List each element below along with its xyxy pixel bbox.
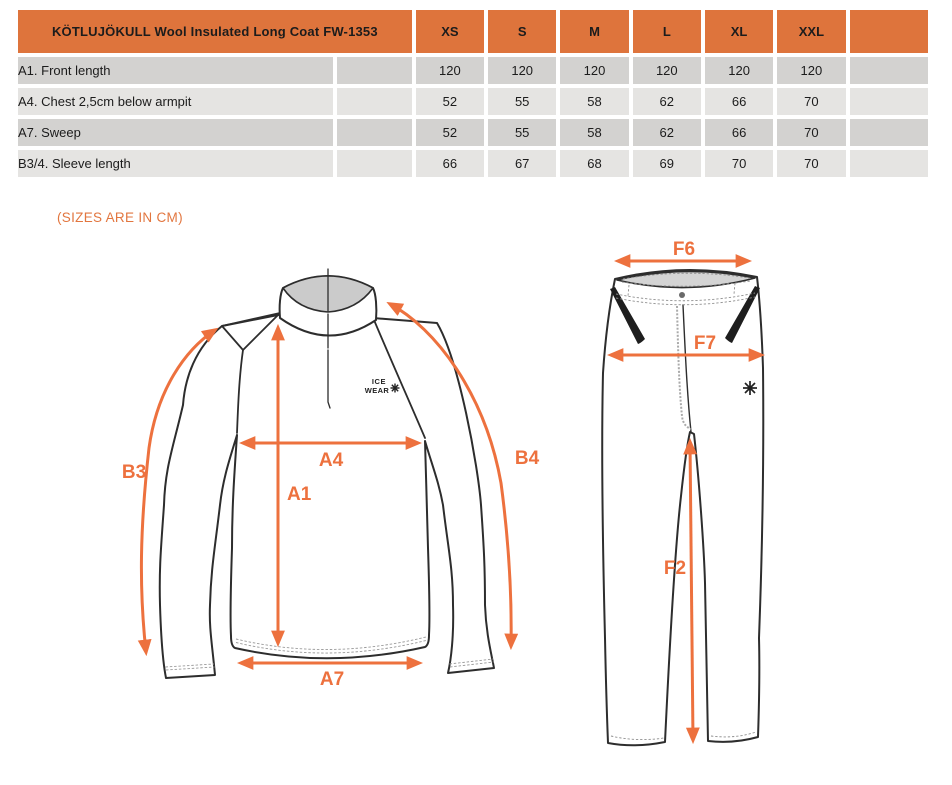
- table-body: [18, 57, 928, 177]
- size-table: [14, 6, 932, 181]
- size-value-cell: 55: [488, 119, 556, 146]
- empty-subcell: [337, 57, 411, 84]
- a1-label: A1: [287, 484, 312, 505]
- row-spacer-cell: [850, 150, 928, 177]
- jacket-outline: [160, 269, 494, 678]
- measurement-label: A4. Chest 2,5cm below armpit: [18, 88, 333, 115]
- size-value-cell: 120: [416, 57, 484, 84]
- size-value-cell: 70: [777, 119, 845, 146]
- table-row: [18, 88, 928, 115]
- row-spacer-cell: [850, 119, 928, 146]
- row-spacer-cell: [850, 57, 928, 84]
- table-row: [18, 150, 928, 177]
- table-title: KÖTLUJÖKULL Wool Insulated Long Coat FW-1353: [18, 10, 412, 53]
- logo-text-wear: WEAR: [364, 386, 390, 395]
- size-value-cell: 66: [705, 88, 773, 115]
- logo-text-ice: ICE: [371, 377, 387, 386]
- f7-label: F7: [693, 333, 717, 354]
- size-value-cell: 68: [560, 150, 628, 177]
- size-header-xs: XS: [416, 10, 484, 53]
- size-value-cell: 66: [416, 150, 484, 177]
- size-value-cell: 58: [560, 88, 628, 115]
- row-spacer-cell: [850, 88, 928, 115]
- logo-snowflake-icon: [391, 384, 400, 393]
- size-value-cell: 120: [705, 57, 773, 84]
- f2-arrow: [690, 442, 693, 740]
- b3-label: B3: [121, 462, 147, 483]
- size-value-cell: 62: [633, 119, 701, 146]
- size-value-cell: 120: [777, 57, 845, 84]
- table-row: [18, 119, 928, 146]
- measurement-label: A1. Front length: [18, 57, 333, 84]
- table-row: [18, 57, 928, 84]
- header-spacer-cell: [850, 10, 928, 53]
- empty-subcell: [337, 88, 411, 115]
- size-header-l: L: [633, 10, 701, 53]
- f2-label: F2: [663, 558, 687, 579]
- size-value-cell: 70: [705, 150, 773, 177]
- table-head-row: [18, 10, 928, 53]
- size-header-m: M: [560, 10, 628, 53]
- size-header-s: S: [488, 10, 556, 53]
- measurement-label: B3/4. Sleeve length: [18, 150, 333, 177]
- size-value-cell: 120: [633, 57, 701, 84]
- size-value-cell: 62: [633, 88, 701, 115]
- b4-label: B4: [514, 448, 540, 469]
- size-value-cell: 55: [488, 88, 556, 115]
- measurement-label: A7. Sweep: [18, 119, 333, 146]
- size-value-cell: 52: [416, 119, 484, 146]
- jacket-measurement-diagram: [95, 238, 565, 718]
- a7-label: A7: [319, 669, 345, 690]
- size-value-cell: 52: [416, 88, 484, 115]
- empty-subcell: [337, 119, 411, 146]
- size-header-xl: XL: [705, 10, 773, 53]
- pants-snowflake-icon: [743, 381, 757, 395]
- size-value-cell: 70: [777, 150, 845, 177]
- size-value-cell: 67: [488, 150, 556, 177]
- size-value-cell: 66: [705, 119, 773, 146]
- size-value-cell: 70: [777, 88, 845, 115]
- a4-label: A4: [318, 450, 344, 471]
- waist-button: [679, 292, 685, 298]
- size-value-cell: 69: [633, 150, 701, 177]
- size-header-xxl: XXL: [777, 10, 845, 53]
- size-value-cell: 120: [488, 57, 556, 84]
- pants-measurement-diagram: [565, 238, 865, 778]
- size-value-cell: 58: [560, 119, 628, 146]
- pants-outline: [602, 270, 763, 745]
- sizes-in-cm-note: (SIZES ARE IN CM): [57, 210, 183, 225]
- empty-subcell: [337, 150, 411, 177]
- f6-label: F6: [672, 239, 696, 260]
- size-value-cell: 120: [560, 57, 628, 84]
